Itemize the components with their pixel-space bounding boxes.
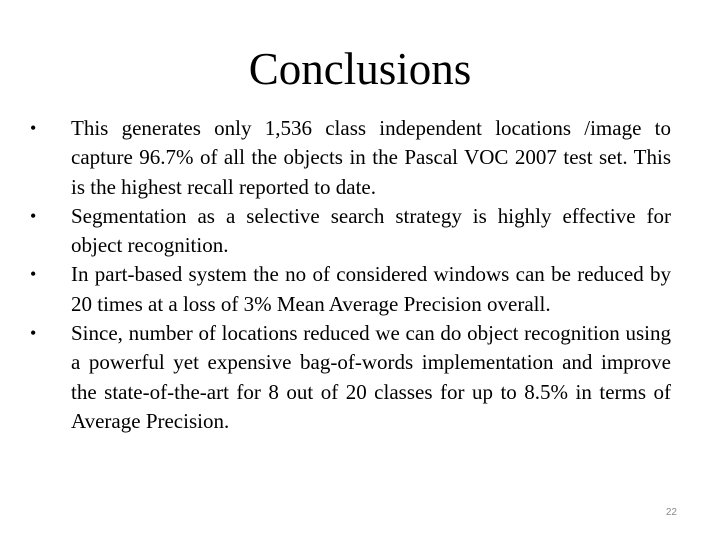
- bullet-item-recall: [24, 114, 671, 202]
- bullet-text: Since, number of locations reduced we can do object recognition using a powerful yet expensive bag-of-words implementation and improve the state-of-the-art for 8 out of 20 classes for up to 8.5% in terms of Average Precision.: [71, 321, 671, 433]
- bullet-text: In part-based system the no of considered windows can be reduced by 20 times at a loss of 3% Mean Average Precision overall.: [71, 262, 671, 316]
- bullet-dot-icon: •: [30, 118, 37, 138]
- bullet-item-bag-of-words: [24, 319, 671, 436]
- bullet-dot-icon: •: [30, 323, 37, 344]
- bullet-text: This generates only 1,536 class independent locations /image to capture 96.7% of all the objects in the Pascal VOC 2007 test set. This is the highest recall reported to date.: [71, 116, 671, 199]
- bullet-list: [24, 114, 671, 436]
- bullet-dot-icon: •: [30, 205, 37, 226]
- slide-title: Conclusions: [248, 44, 472, 94]
- bullet-text: Segmentation as a selective search strategy is highly effective for object recognition.: [71, 203, 671, 258]
- bullet-item-segmentation: [24, 202, 671, 261]
- page-number: 22: [665, 507, 677, 518]
- bullet-dot-icon: •: [30, 264, 37, 285]
- bullet-item-part-based: [24, 260, 671, 319]
